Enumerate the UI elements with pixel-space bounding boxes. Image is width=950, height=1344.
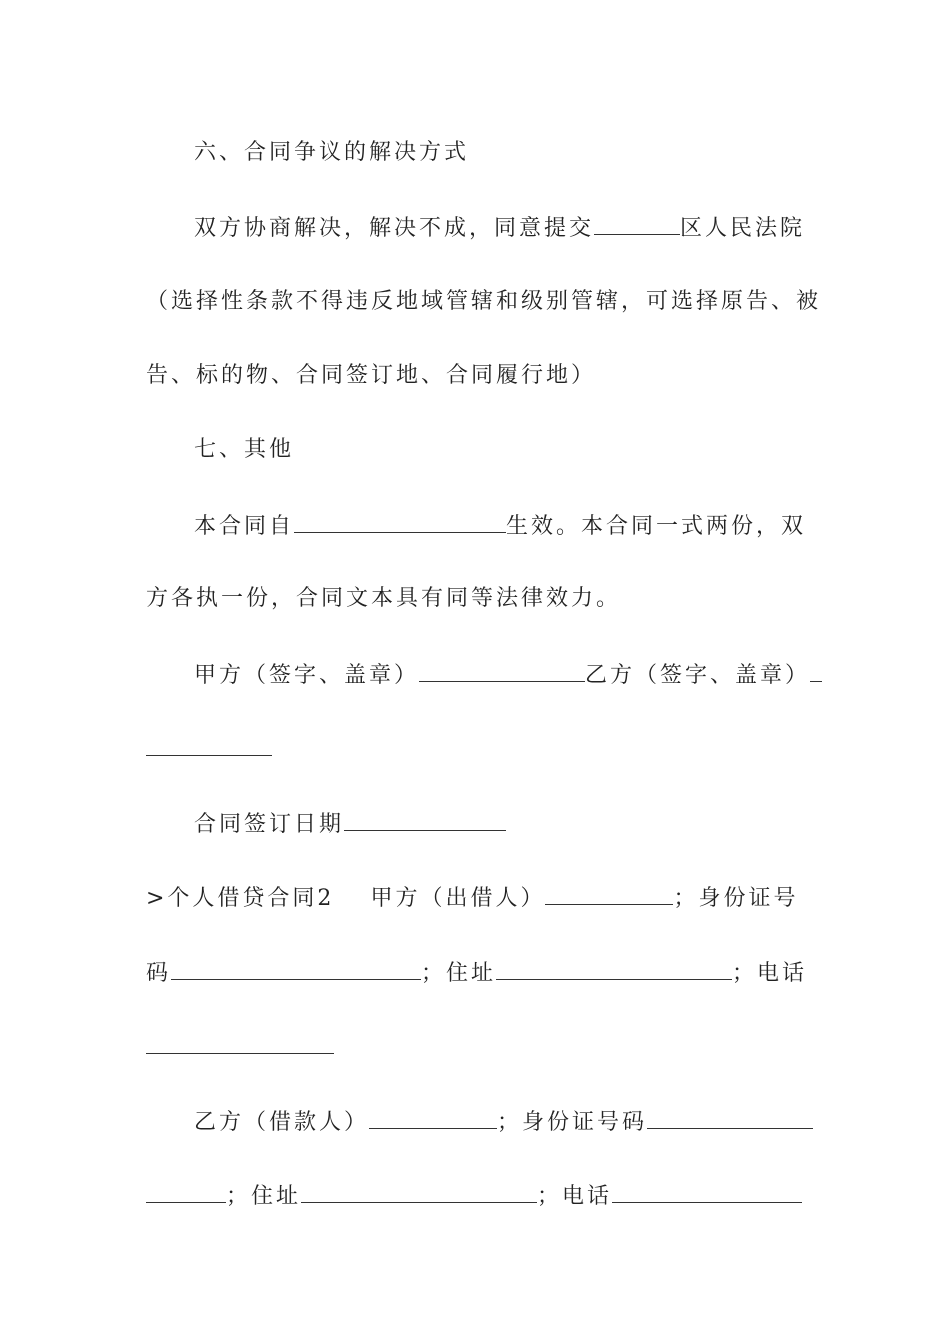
lender-phone-label: ；电话 [732,961,808,986]
lender-name-blank[interactable] [545,882,673,905]
party-b-signature-blank-start[interactable] [810,659,822,682]
lender-label: 甲方（出借人） [370,886,546,911]
signature-line [194,659,811,691]
lender-phone-line [146,1031,806,1063]
borrower-id-blank-end[interactable] [146,1180,226,1203]
section-6-paragraph-line-3: 告、标的物、合同签订地、合同履行地） [146,363,597,388]
court-name-blank[interactable] [594,212,680,235]
signing-date-blank[interactable] [344,808,506,831]
borrower-address-label: ；住址 [226,1184,302,1209]
lender-details-line [146,957,806,989]
lender-phone-blank[interactable] [146,1031,334,1054]
lender-id-blank[interactable] [171,957,421,980]
party-a-signature-label: 甲方（签字、盖章） [194,663,420,688]
court-suffix-text: 区人民法院 [680,216,806,241]
signing-date-line [194,808,806,840]
section-6-paragraph-line-1 [194,212,806,244]
section-7-paragraph-line-1 [194,510,806,542]
effective-date-prefix: 本合同自 [194,514,295,539]
lender-id-label: ；身份证号 [673,886,799,911]
lender-address-blank[interactable] [496,957,732,980]
contract-2-lender-line [146,882,806,914]
borrower-phone-label: ；电话 [537,1184,613,1209]
borrower-id-blank-start[interactable] [647,1106,813,1129]
section-7-paragraph-line-2: 方各执一份，合同文本具有同等法律效力。 [146,586,622,611]
signing-date-label: 合同签订日期 [194,812,345,837]
party-a-signature-blank[interactable] [419,659,585,682]
borrower-label: 乙方（借款人） [194,1110,370,1135]
section-6-paragraph-line-2: （选择性条款不得违反地域管辖和级别管辖，可选择原告、被 [146,289,822,314]
party-b-signature-label: 乙方（签字、盖章） [585,663,811,688]
effective-date-blank[interactable] [294,510,506,533]
borrower-line [194,1106,806,1138]
borrower-address-blank[interactable] [301,1180,537,1203]
borrower-details-line [146,1180,806,1212]
effective-date-suffix: 生效。本合同一式两份，双 [506,514,807,539]
signature-line-continued [146,733,806,765]
borrower-phone-blank[interactable] [612,1180,802,1203]
court-clause-text: 双方协商解决，解决不成，同意提交 [194,216,595,241]
borrower-id-label: ；身份证号码 [497,1110,648,1135]
section-7-heading: 七、其他 [194,437,295,462]
contract-2-title: >个人借贷合同2 [146,886,335,911]
section-6-heading: 六、合同争议的解决方式 [194,140,470,165]
borrower-name-blank[interactable] [369,1106,497,1129]
lender-id-label-cont: 码 [146,961,172,986]
party-b-signature-blank-end[interactable] [146,733,272,756]
lender-address-label: ；住址 [421,961,497,986]
